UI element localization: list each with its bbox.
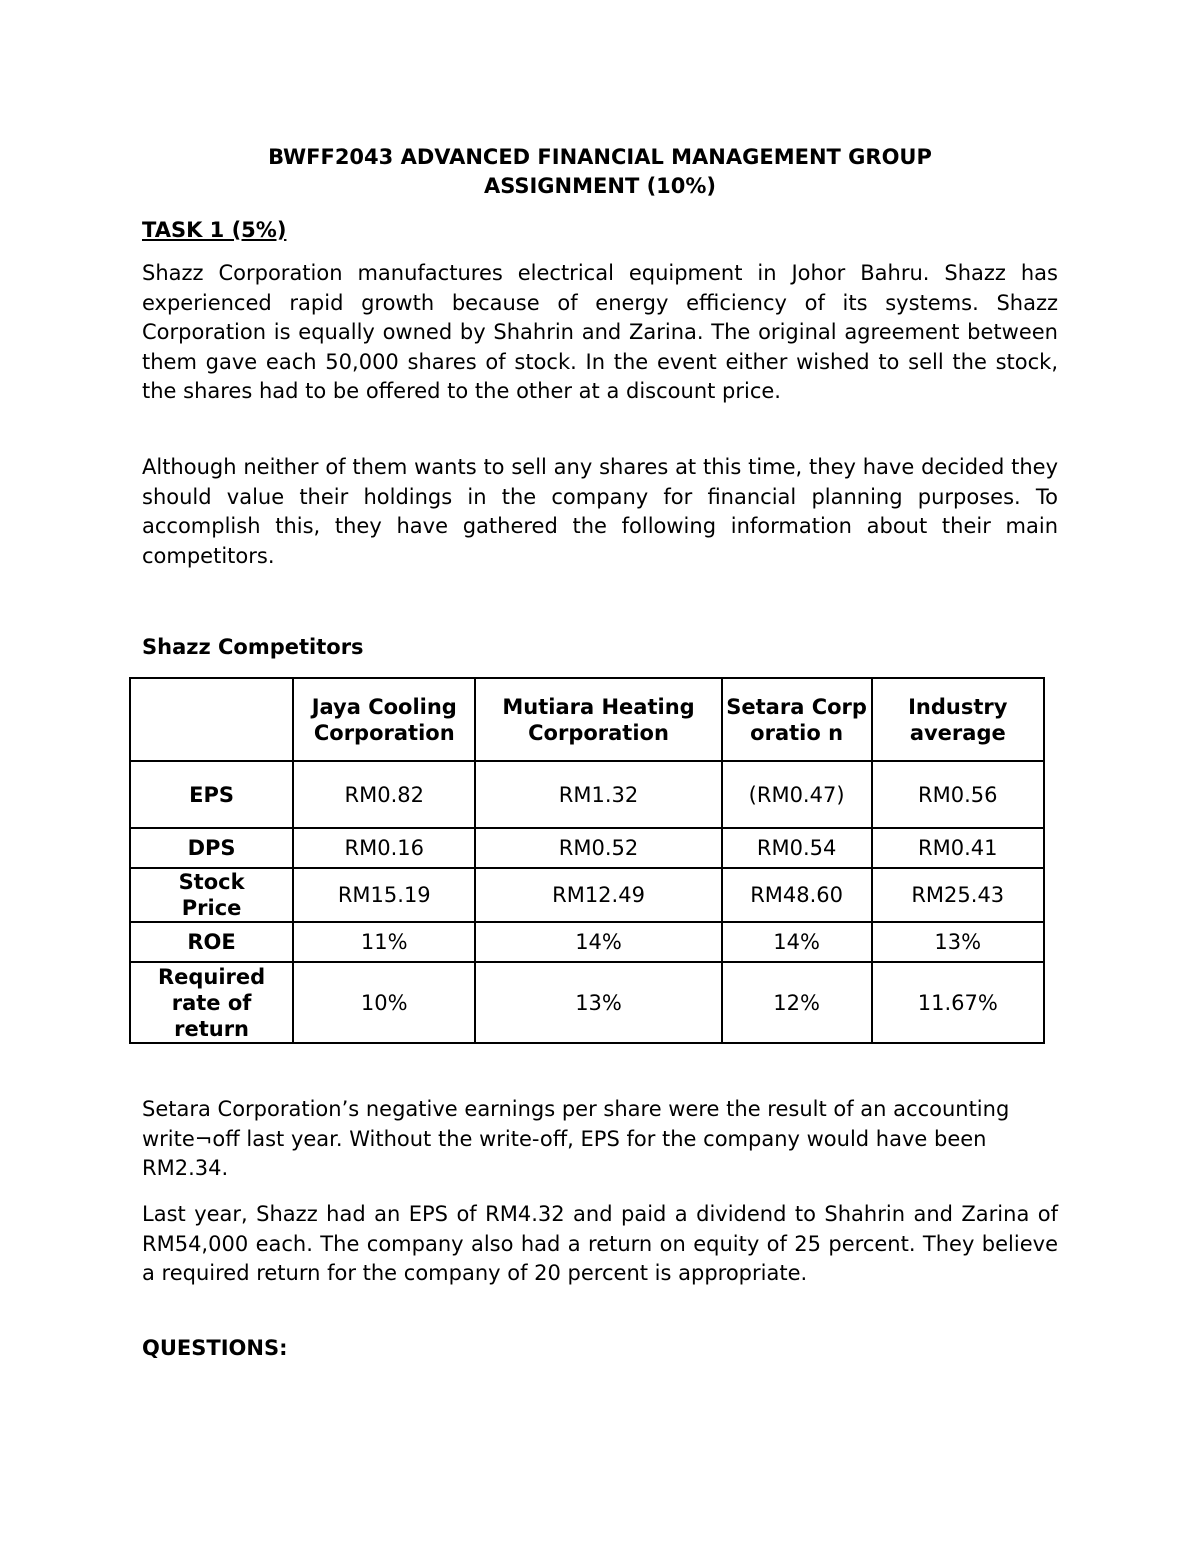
cell-dps-industry: RM0.41	[872, 828, 1044, 868]
competitors-table	[129, 677, 1045, 1044]
title-line-2: ASSIGNMENT (10%)	[483, 174, 717, 198]
cell-rrr-industry: 11.67%	[872, 962, 1044, 1043]
shazz-info-paragraph: Last year, Shazz had an EPS of RM4.32 and paid a dividend to Shahrin and Zarina of RM54,000 each. The company also had a return on equity of 25 percent. They believe a required return for the company of 20 percent is appropriate.	[142, 1202, 1058, 1286]
cell-price-setara: RM48.60	[722, 868, 872, 922]
table-row	[130, 868, 1044, 922]
row-label-eps: EPS	[130, 761, 293, 828]
cell-eps-mutiara: RM1.32	[475, 761, 721, 828]
cell-dps-setara: RM0.54	[722, 828, 872, 868]
header-mutiara-heating: Mutiara Heating Corporation	[475, 678, 721, 761]
valuation-paragraph: Although neither of them wants to sell any shares at this time, they have decided they should value their holdings in the company for financial planning purposes. To accomplish this, they have gathered the following information about their main competitors.	[142, 455, 1058, 568]
header-setara: Setara Corporatio n	[722, 678, 872, 761]
intro-paragraph: Shazz Corporation manufactures electrical equipment in Johor Bahru. Shazz has experienced rapid growth because of energy efficiency of its systems. Shazz Corporation is equally owned by Shahrin and Zarina. The original agreement between them gave each 50,000 shares of stock. In the event either wished to sell the stock, the shares had to be offered to the other at a discount price.	[142, 261, 1058, 404]
task-heading: TASK 1 (5%)	[142, 218, 287, 242]
cell-price-industry: RM25.43	[872, 868, 1044, 922]
table-row	[130, 922, 1044, 962]
cell-roe-mutiara: 14%	[475, 922, 721, 962]
cell-rrr-setara: 12%	[722, 962, 872, 1043]
cell-rrr-mutiara: 13%	[475, 962, 721, 1043]
cell-price-jaya: RM15.19	[293, 868, 475, 922]
cell-eps-setara: (RM0.47)	[722, 761, 872, 828]
header-jaya-cooling: Jaya Cooling Corporation	[293, 678, 475, 761]
cell-roe-setara: 14%	[722, 922, 872, 962]
row-label-stock-price: Stock Price	[130, 868, 293, 922]
row-label-dps: DPS	[130, 828, 293, 868]
cell-rrr-jaya: 10%	[293, 962, 475, 1043]
setara-note-paragraph: Setara Corporation’s negative earnings per share were the result of an accounting write¬off last year. Without the write-off, EPS for the company would have been RM2.34.	[142, 1097, 1010, 1181]
title-line-1: BWFF2043 ADVANCED FINANCIAL MANAGEMENT GROUP	[268, 145, 932, 169]
header-industry-average: Industry average	[872, 678, 1044, 761]
table-row	[130, 962, 1044, 1043]
cell-roe-jaya: 11%	[293, 922, 475, 962]
cell-roe-industry: 13%	[872, 922, 1044, 962]
cell-eps-industry: RM0.56	[872, 761, 1044, 828]
table-corner-cell	[130, 678, 293, 761]
cell-price-mutiara: RM12.49	[475, 868, 721, 922]
cell-dps-mutiara: RM0.52	[475, 828, 721, 868]
cell-eps-jaya: RM0.82	[293, 761, 475, 828]
row-label-required-return: Required rate of return	[130, 962, 293, 1043]
table-row	[130, 828, 1044, 868]
questions-heading: QUESTIONS:	[142, 1336, 288, 1360]
document-title	[142, 143, 1058, 201]
table-header-row	[130, 678, 1044, 761]
competitors-heading: Shazz Competitors	[142, 635, 364, 659]
table-row	[130, 761, 1044, 828]
row-label-roe: ROE	[130, 922, 293, 962]
cell-dps-jaya: RM0.16	[293, 828, 475, 868]
